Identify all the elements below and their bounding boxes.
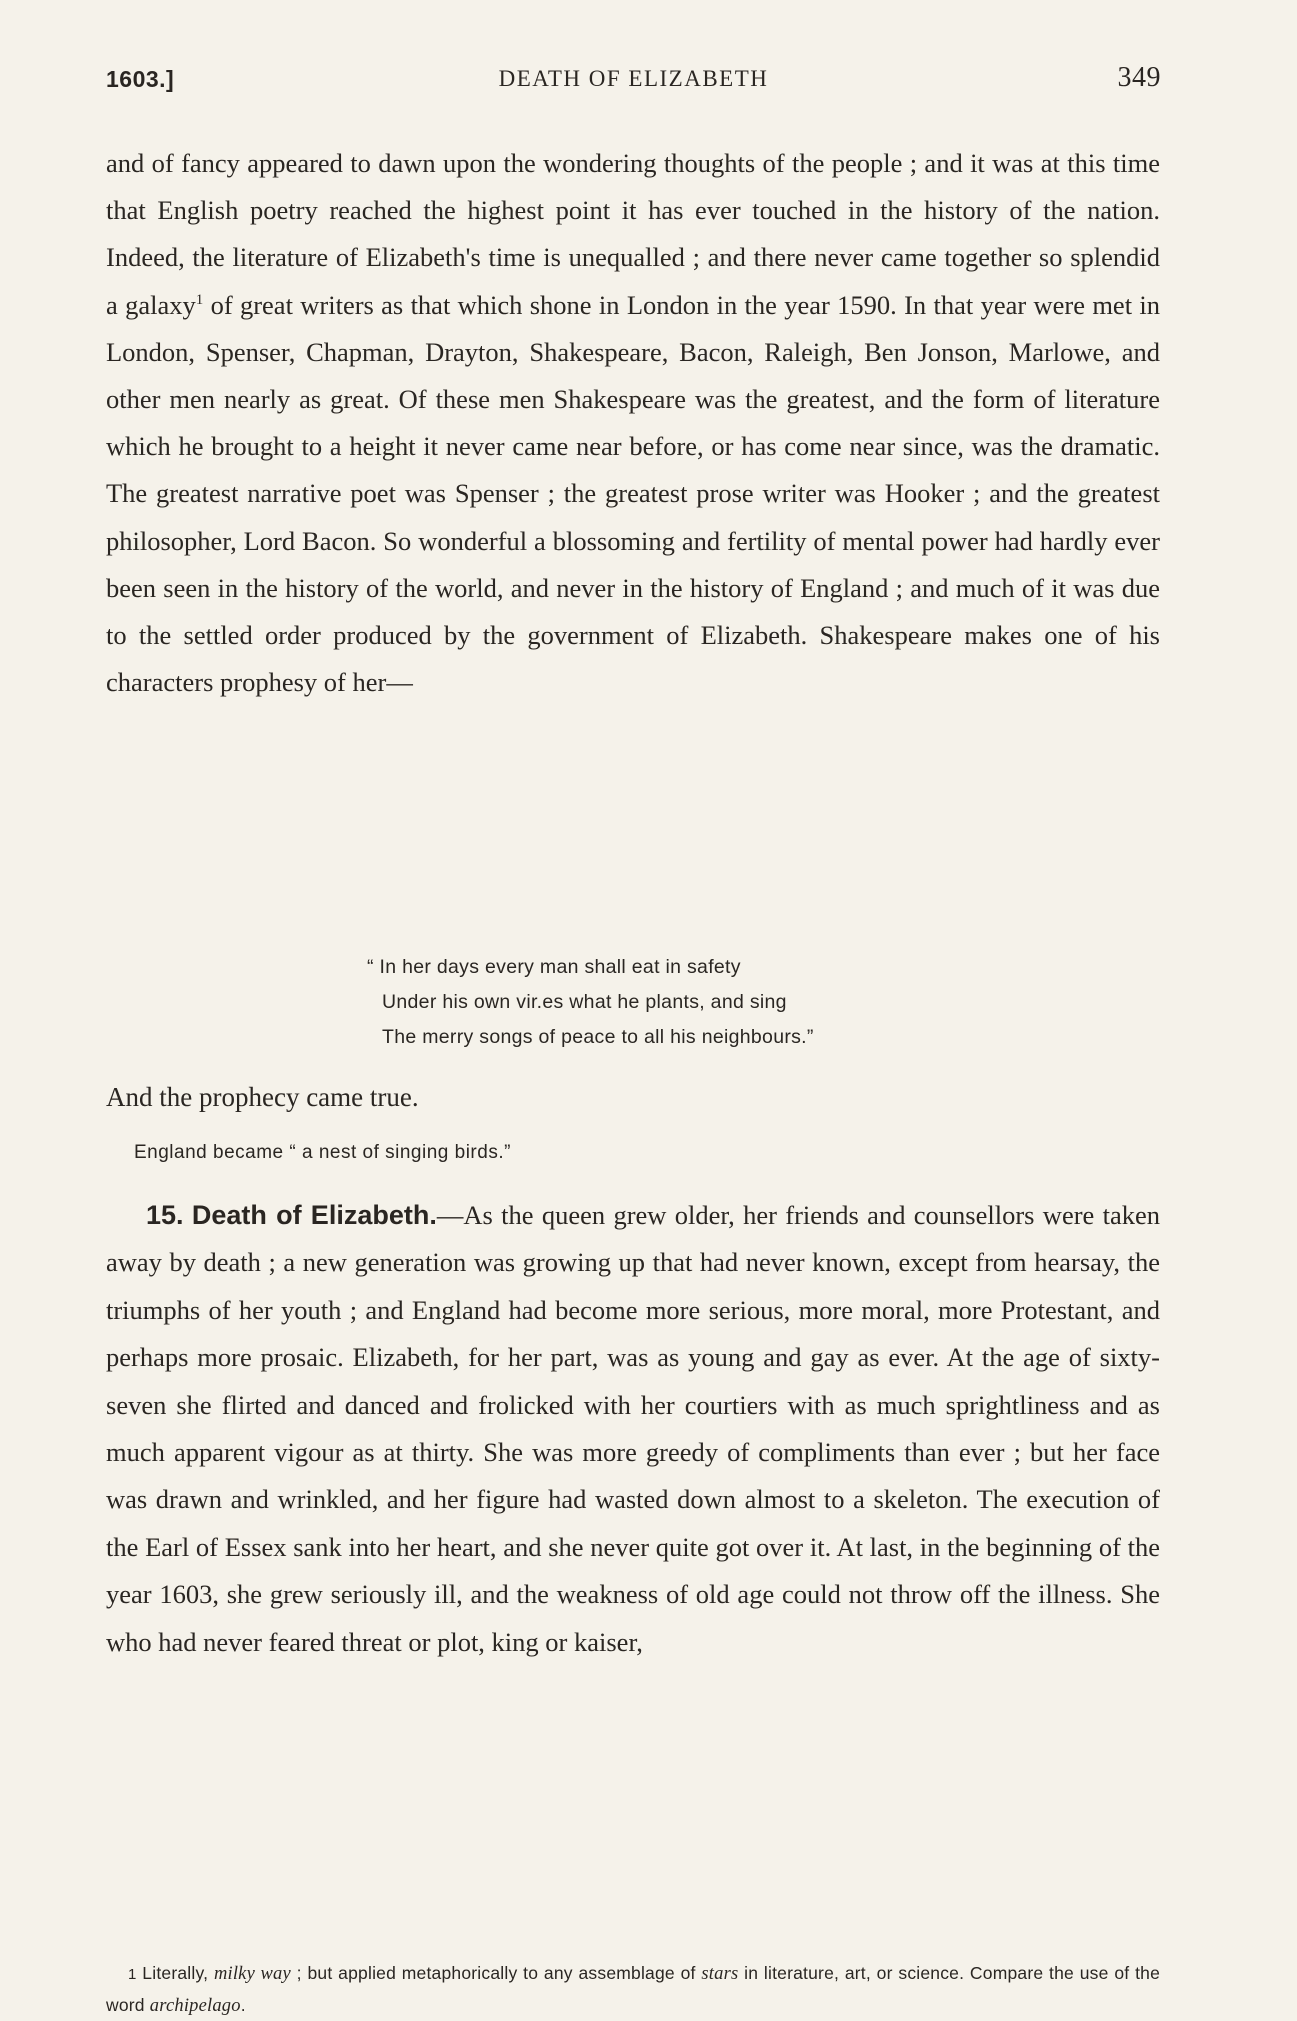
footnote-italic-1: milky way xyxy=(213,1964,291,1984)
running-header xyxy=(106,62,1161,102)
quote-line-2: Under his own vir.es what he plants, and sing xyxy=(382,991,787,1013)
footnote-italic-2: stars xyxy=(701,1964,739,1984)
header-title: DEATH OF ELIZABETH xyxy=(498,66,769,91)
paragraph-text-part1: and of fancy appeared to dawn upon the wondering thoughts of the people ; and it was at this time that English poetry reached the highest point it has ever touched in the history of the nation. Indeed, the literature of Elizabeth's time is unequalled ; and there never came together so splendid a galaxy xyxy=(106,148,1160,320)
section-number: 15. xyxy=(146,1200,184,1230)
page-number: 349 xyxy=(1117,62,1161,93)
footnote xyxy=(106,1958,1160,2021)
quote-line-3: The merry songs of peace to all his neighbours.” xyxy=(382,1026,814,1048)
header-year: 1603.] xyxy=(106,66,175,92)
singing-birds-line: England became “ a nest of singing birds.” xyxy=(134,1142,511,1163)
prophecy-line: And the prophecy came true. xyxy=(106,1082,419,1112)
footnote-part-1: Literally, xyxy=(136,1963,214,1983)
shakespeare-quote xyxy=(364,950,1064,1055)
quote-line-1: “ In her days every man shall eat in safety xyxy=(367,956,741,978)
footnote-part-2: ; but applied metaphorically to any assemblage of xyxy=(290,1963,702,1983)
footnote-marker: 1 xyxy=(128,1966,137,1983)
footnote-reference: 1 xyxy=(195,291,204,308)
footnote-italic-3: archipelago xyxy=(149,1996,241,2016)
section-15 xyxy=(106,1192,1160,1666)
paragraph-literature xyxy=(106,140,1160,706)
footnote-part-3: in literature, art, or science. Compare the use of the word xyxy=(106,1963,1160,2015)
paragraph-text xyxy=(106,140,1160,706)
section-heading: Death of Elizabeth. xyxy=(191,1200,437,1230)
footnote-part-4: . xyxy=(240,1995,246,2015)
paragraph-text-part2: of great writers as that which shone in London in the year 1590. In that year were met in London, Spenser, Chapman, Drayton, Shakespeare, Bacon, Raleigh, Ben Jonson, Marlowe, and other men nearly as great. Of these men Shakespeare was the greatest, and the form of literature which he brought to a height it never came near before, or has come near since, was the dramatic. The greatest narrative poet was Spenser ; the greatest prose writer was Hooker ; and the greatest philosopher, Lord Bacon. So wonderful a blossoming and fertility of mental power had hardly ever been seen in the history of the world, and never in the history of England ; and much of it was due to the settled order produced by the government of Elizabeth. Shakespeare makes one of his characters prophesy of her— xyxy=(106,289,1160,698)
section-text: —As the queen grew older, her friends and counsellors were taken away by death ; a new generation was growing up that had never known, except from hearsay, the triumphs of her youth ; and England had become more serious, more moral, more Protestant, and perhaps more prosaic. Elizabeth, for her part, was as young and gay as ever. At the age of sixty-seven she flirted and danced and frolicked with her courtiers with as much sprightliness and as much apparent vigour as at thirty. She was more greedy of compliments than ever ; but her face was drawn and wrinkled, and her figure had wasted down almost to a skeleton. The execution of the Earl of Essex sank into her heart, and she never quite got over it. At last, in the beginning of the year 1603, she grew seriously ill, and the weakness of old age could not throw off the illness. She who had never feared threat or plot, king or kaiser, xyxy=(106,1200,1161,1657)
